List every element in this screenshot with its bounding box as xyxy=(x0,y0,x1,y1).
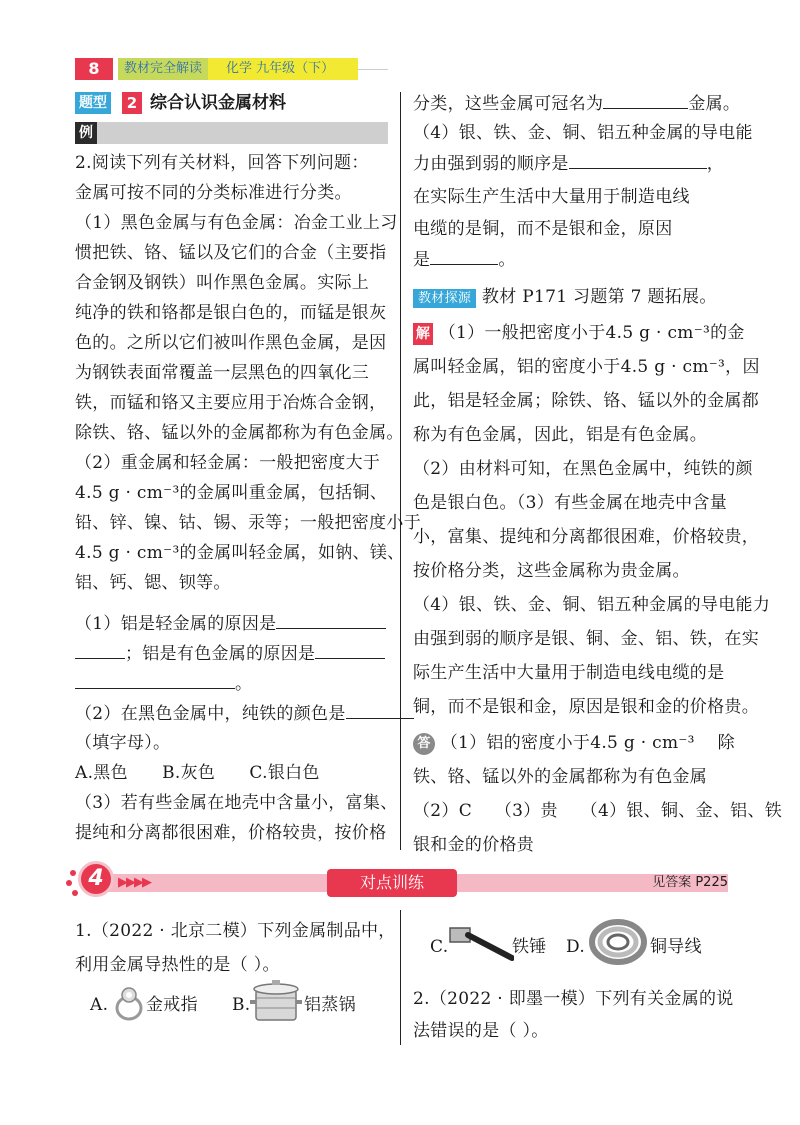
sub-question-text: 力由强到弱的顺序是 xyxy=(413,154,569,174)
sub-question-1-end xyxy=(75,668,252,699)
page-number: 8 xyxy=(75,58,113,80)
text-line: （2）重金属和轻金属：一般把密度大于 xyxy=(75,453,381,473)
sub-question-text: 是 xyxy=(413,250,431,270)
source-text: 教材 P171 习题第 7 题拓展。 xyxy=(481,287,717,307)
breadcrumb-subject: 化学 九年级（下） xyxy=(226,61,335,76)
text-line: 惯把铁、铬、锰以及它们的合金（主要指 xyxy=(75,243,387,263)
solution-line: 小，富集、提纯和分离都很困难，价格较贵， xyxy=(413,527,759,547)
answer-blank[interactable] xyxy=(346,698,414,719)
answer-text: （1）铝的密度小于4.5 g · cm⁻³ 除 xyxy=(440,733,735,753)
option-c-label: 铁锤 xyxy=(512,937,547,957)
answer-line: （2）C （3）贵 （4）银、铜、金、铝、铁 xyxy=(413,801,783,821)
solution-line: 际生产生活中大量用于制造电线电缆的是 xyxy=(413,663,725,683)
question-1-stem: 利用金属导热性的是（ ）。 xyxy=(75,955,280,975)
option-b[interactable] xyxy=(232,990,251,1020)
gold-ring-icon xyxy=(112,984,146,1022)
answer-blank[interactable] xyxy=(569,148,707,169)
banner-number: 4 xyxy=(88,866,104,891)
question-1-stem: 1.（2022 · 北京二模）下列金属制品中， xyxy=(75,921,396,941)
breadcrumb-book: 教材完全解读 xyxy=(118,58,208,80)
question-stem: 2.阅读下列有关材料，回答下列问题： xyxy=(75,153,369,173)
option-a-label: 金戒指 xyxy=(146,995,198,1015)
source-tag: 教材探源 xyxy=(413,289,476,308)
text-line: 铝、钙、锶、钡等。 xyxy=(75,573,231,593)
option-c[interactable] xyxy=(430,932,448,962)
sub-question-text: ， xyxy=(706,154,725,174)
text-line: 在实际生产生活中大量用于制造电线 xyxy=(413,187,690,207)
option-a[interactable] xyxy=(90,990,108,1020)
arrows-icon: ▶▶▶▶ xyxy=(118,875,150,890)
solution-line: 按价格分类，这些金属称为贵金属。 xyxy=(413,561,690,581)
answer-tag: 答 xyxy=(413,733,435,755)
sub-question-text: 。 xyxy=(235,674,253,694)
text-line: 纯净的铁和铬都是银白色的，而锰是银灰 xyxy=(75,303,387,323)
question-type-label: 题型 xyxy=(75,92,111,114)
answer-blank[interactable] xyxy=(430,244,498,265)
option-b-label: 铝蒸锅 xyxy=(304,995,356,1015)
sub-question-1 xyxy=(75,608,386,639)
sub-question-1-cont xyxy=(75,638,385,669)
banner-title: 对点训练 xyxy=(327,869,457,897)
text-line: 铅、锌、镍、钴、锡、汞等；一般把密度小于 xyxy=(75,513,421,533)
answer-blank[interactable] xyxy=(603,88,688,109)
answer-line: 银和金的价格贵 xyxy=(413,835,535,855)
answer-line xyxy=(413,728,735,758)
answer-blank[interactable] xyxy=(315,638,385,659)
column-divider xyxy=(400,92,401,850)
question-2-stem: 2.（2022 · 即墨一模）下列有关金属的说 xyxy=(413,989,734,1009)
solution-line xyxy=(413,318,745,348)
answer-reference: 见答案 P225 xyxy=(652,875,728,890)
text-line: 铁，而锰和铬又主要应用于冶炼合金钢， xyxy=(75,393,387,413)
options-line: A.黑色 B.灰色 C.银白色 xyxy=(75,763,320,783)
text-line: （1）黑色金属与有色金属：冶金工业上习 xyxy=(75,213,398,233)
answer-blank[interactable] xyxy=(276,608,386,629)
solution-tag: 解 xyxy=(413,323,433,345)
option-letter: D. xyxy=(566,937,586,957)
text-line: 色的。之所以它们被叫作黑色金属，是因 xyxy=(75,333,387,353)
solution-line: 铜，而不是银和金，原因是银和金的价格贵。 xyxy=(413,697,759,717)
text-line: 为钢铁表面常覆盖一层黑色的四氧化三 xyxy=(75,363,370,383)
sub-question-text: （1）铝是轻金属的原因是 xyxy=(75,614,277,634)
text-line: 电缆的是铜，而不是银和金，原因 xyxy=(413,219,673,239)
text-line xyxy=(413,148,724,179)
sub-question-3: （3）若有些金属在地壳中含量小，富集、 xyxy=(75,793,398,813)
steamer-pot-icon xyxy=(250,978,302,1024)
option-letter: C. xyxy=(430,937,449,957)
question-type-number: 2 xyxy=(122,92,142,114)
sub-question-text: 。 xyxy=(498,250,516,270)
solution-line: （4）银、铁、金、铜、铝五种金属的导电能力 xyxy=(413,595,771,615)
text-line xyxy=(413,88,740,119)
text-line: 4.5 g · cm⁻³的金属叫轻金属，如钠、镁、 xyxy=(75,543,405,563)
text-line: （填字母）。 xyxy=(75,733,171,753)
text-line: 4.5 g · cm⁻³的金属叫重金属，包括铜、 xyxy=(75,483,388,503)
option-d-label: 铜导线 xyxy=(650,937,702,957)
example-bar xyxy=(75,122,388,144)
text-line: 提纯和分离都很困难，价格较贵，按价格 xyxy=(75,823,387,843)
option-letter: A. xyxy=(90,995,109,1015)
text-line xyxy=(413,244,516,275)
solution-line: 属叫轻金属，铝的密度小于4.5 g · cm⁻³，因 xyxy=(413,357,760,377)
text-line: （4）银、铁、金、铜、铝五种金属的导电能 xyxy=(413,123,753,143)
solution-line: 色是银白色。（3）有些金属在地壳中含量 xyxy=(413,493,728,513)
text-line: 合金钢及钢铁）叫作黑色金属。实际上 xyxy=(75,273,370,293)
sub-question-text: 分类，这些金属可冠名为 xyxy=(413,94,604,114)
solution-line: 由强到弱的顺序是银、铜、金、铝、铁，在实 xyxy=(413,629,759,649)
answer-blank[interactable] xyxy=(75,668,235,689)
solution-text: （1）一般把密度小于4.5 g · cm⁻³的金 xyxy=(438,323,745,343)
question-2-stem: 法错误的是（ ）。 xyxy=(413,1021,549,1041)
column-divider-bottom xyxy=(400,910,401,1045)
option-letter: B. xyxy=(232,995,251,1015)
sub-question-text: （2）在黑色金属中，纯铁的颜色是 xyxy=(75,704,346,724)
option-d[interactable] xyxy=(566,932,585,962)
solution-line: 称为有色金属，因此，铝是有色金属。 xyxy=(413,425,708,445)
source-line xyxy=(413,282,717,314)
header-rule xyxy=(358,69,388,70)
sub-question-text: ；铝是有色金属的原因是 xyxy=(125,644,316,664)
section-title: 综合认识金属材料 xyxy=(150,93,286,113)
example-label: 例 xyxy=(75,122,97,144)
answer-line: 铁、铬、锰以外的金属都称为有色金属 xyxy=(413,767,708,787)
answer-blank[interactable] xyxy=(75,638,125,659)
text-line: 金属可按不同的分类标准进行分类。 xyxy=(75,183,352,203)
sub-question-text: 金属。 xyxy=(688,94,741,114)
hammer-icon xyxy=(448,918,514,966)
solution-line: （2）由材料可知，在黑色金属中，纯铁的颜 xyxy=(413,459,753,479)
text-line: 除铁、铬、锰以外的金属都称为有色金属。 xyxy=(75,423,404,443)
solution-line: 此，铝是轻金属；除铁、铬、锰以外的金属都 xyxy=(413,391,759,411)
copper-wire-icon xyxy=(588,916,648,968)
sub-question-2 xyxy=(75,698,414,729)
